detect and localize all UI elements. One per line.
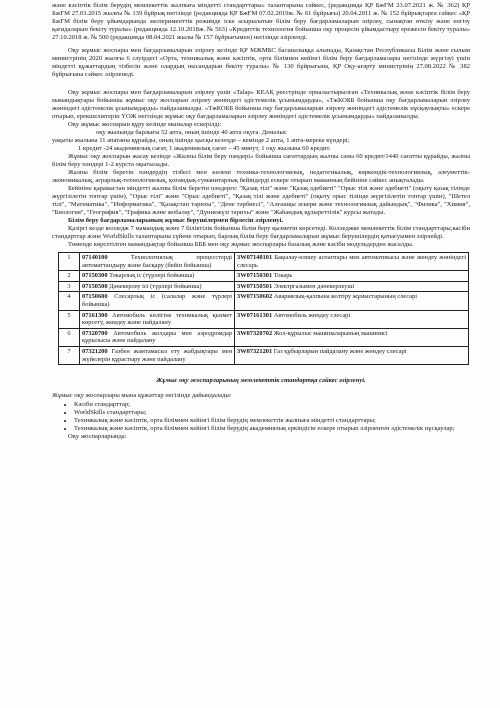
qualification-cell — [235, 346, 469, 364]
standards-heading: Жұмыс оқу жоспарларының мемлекеттік стандартқа сәйкес әзірленуі. — [156, 377, 366, 385]
specialty-name: Дәнекерлеу ісі (түрлері бойынша) — [109, 282, 202, 290]
qualification-cell — [235, 292, 469, 310]
paragraph-standards-basis: Оқу жұмыс жоспары мен бағдарламаларын әзірлеу кезінде ҚР МЖМБС басшылыққа алынады, Қазақстан Республикасы Білім және ғылым министрінің 2020 жылғы 6 сәуірдегі «Орта, техникалық және кәсіптік, орта білімнен кейінгі білім беру бағдарламалары негізінде жүргізуі үшін міндетті құжаттардың тізбесін және олардың нысандарын бекіту туралы» № 130 бұйрығына, ҚР Оқу-ағарту министрінің 27.08.2022 № 382 бұйрығына сәйкес әзірленеді. — [52, 47, 470, 78]
specialty-cell — [80, 328, 235, 346]
list-item: • WorldSkills стандарттары; — [74, 409, 470, 417]
specialty-code: 07161300 — [82, 311, 108, 319]
list-item: • Техникалық және кәсіптік, орта білімнен кейінгі білім берудің мемлекеттік жалпыға міндетті стандарттары; — [74, 417, 470, 425]
table-row — [59, 328, 469, 346]
specialty-cell — [80, 292, 235, 310]
qualification-cell — [235, 281, 469, 292]
qualification-code: 3W07150301 — [237, 272, 273, 280]
section-heading-employers: Білім беру бағдарламаларының жұмыс берушілермен бірлесіп әзірленуі. — [68, 217, 284, 224]
table-row — [59, 292, 469, 310]
qualifications-table — [58, 252, 469, 365]
row-number: 6 — [59, 328, 80, 346]
row-number: 5 — [59, 310, 80, 328]
row-number: 2 — [59, 271, 80, 282]
qualification-name: Токарь — [273, 272, 293, 280]
specialty-name: Газбен жамтамасыз ету жабдықтары мен жүйелерін құрастыру және пайдалану — [82, 347, 233, 363]
list-item: • Техникалық және кәсіптік, орта білімнен кейінгі білім берудің академиялық еркіндігін ескере отырып әзірленген әдістемелік нұсқаулар; — [74, 425, 470, 433]
intro-continuation: және кәсіптік білім берудің мемлекеттік жалпыға міндетті стандарттары» талаптарына сәйкес, (редакцияда ҚР БжҒМ 23.07.2021 ж. № 362) ҚР БжҒМ 27.03.2015 жылғы № 139 бұйрық негізінде (редакцияда ҚР БжҒМ 07.02.2019ж. № 61 бұйрығы) 20.04.2011 ж. № 152 бұйрықтарға сәйкес «ҚР БжҒМ білім беру ұйымдарында эксперименттік режимде іске асырылатын білім беру бағдарламаларын әзірлеу, сынақтан өткізу және енгізу қағидаларын бекіту туралы» (редакцияда 12.10.2018ж. № 563) «Кредиттік технология бойынша оқу процесін ұйымдастыру ережесін бекіту туралы» 27.10.2018 ж. № 500 (редакцияда 08.04.2021 жылы № 157 бұйрығымен) негізінде әзірленді. — [52, 2, 470, 41]
paragraph-college: Қазіргі кезде колледж 7 мамандық және 7 біліктілік бойынша білім беру қызметін көрсетеді. Колледжке мемлекеттік білім стандарттары,касіби стандарттар және WorldSkills талаптарына сүйене отырып, барлық білім беру бағдарламаларын жұмыс берушілердің қатысуымен әзірлейді. — [52, 225, 470, 240]
table-row — [59, 253, 469, 271]
qualification-code: 3W07150501 — [237, 282, 273, 290]
qualification-name: Жол-құрылыс машиналарының машинисі — [273, 329, 388, 337]
specialty-cell — [80, 310, 235, 328]
specialty-cell — [80, 281, 235, 292]
standards-lead: Жұмыс оқу жоспарлары мына құжаттар негізінде дайындалады: — [52, 391, 232, 399]
qualification-name: Авариялық-қалпына келтіру жұмыстарының слесарі — [273, 293, 418, 301]
paragraph-profiles: Жалпы білім беретін пәндердің тізбесі мен көлемі техника-технологиялық, педагогикалық, көркемдік-технологиялық, әлеуметтік-экономикалық, аграрлық-технологиялық, қоғамдық-гуманитарлық бейіндерді ескере отырып маманның бейініне сәйкес анықталады. — [52, 169, 470, 184]
paragraph-credits: 1 кредит -24 академиялық сағат, 1 академиялық сағат – 45 минут, 1 оқу жылына 60 кредит. — [78, 145, 331, 152]
row-number: 4 — [59, 292, 80, 310]
qualification-cell — [235, 310, 469, 328]
qualification-code: 3W07140101 — [237, 254, 273, 261]
qualification-code: 3W07321201 — [237, 347, 273, 355]
specialty-code: 07321200 — [82, 347, 108, 355]
specialty-code: 07140100 — [82, 254, 108, 261]
qualification-code: 3W07320702 — [237, 329, 273, 337]
specialty-name: Технологиялық процесстерді автоматтандыру және басқару (бейін бойынша) — [82, 254, 232, 269]
specialty-cell — [80, 271, 235, 282]
qualification-cell — [235, 328, 469, 346]
row-number: 3 — [59, 281, 80, 292]
paragraph-methodology: Оқу жұмыс жоспары мен бағдарламаларын әзірлеу үшін «Talap» КЕАҚ реестрінде орналастырылған «Техникалық және кәсіптік білім беру мамандықтары бойынша жұмыс оқу жоспарын әзірлеу жөніндегі әдістемелік ұсынымдарды», «ТжКОББ бойынша оқу бағдарламаларын әзірлеу жөніндегі әдістемелік ұсынымдарды» пайдаланылды. «ТжКОББ бойынша оқу бағдарламаларын әзірлеу жөніндегі әдістемелік нұсқаулықты» ескере отырып, ерекшеліктерін ҮОЖ негізінде жұмыс оқу бағдарламаларын әзірлеу жөніндегі әдістемелік ұсынымдарды» пайдаланылды. — [52, 89, 470, 120]
specialty-code: 07150500 — [82, 282, 108, 290]
specialty-cell — [80, 253, 235, 271]
standards-tail: Оқу жоспарларында: — [68, 432, 127, 440]
paragraph-considered: Оқу жұмыс жоспарын құру кезінде мыналар ескерілді: — [68, 121, 222, 128]
table-row — [59, 281, 469, 292]
paragraph-table-intro: Төменде көрсетілген мамандықтар бойынша БББ мен оқу жұмыс жоспарлары базалық және кәсіби модульдерден жасалды. — [68, 241, 414, 248]
table-row — [59, 310, 469, 328]
specialty-name: Токарлық іс (түрлері бойынша) — [109, 272, 195, 280]
specialty-name: Автомобиль көлігіне техникалық қызмет көрсету, жөндеу және пайдалану — [82, 311, 232, 327]
qualification-cell — [235, 253, 469, 271]
paragraph-general-subjects: Жұмыс оқу жоспарын жасау кезінде «Жалпы білім беру пәндері» бойынша сағаттардың жалпы саны 60 кредит/1440 сағатты құрайды, жалпы білім беру пәндері 1-2 курста оқытылады. — [52, 153, 470, 168]
specialty-code: 07320700 — [82, 329, 108, 337]
paragraph-mandatory-subjects: Бейініне қарамастан міндетті жалпы білім беретін пәндерге: "Қазақ тілі" және "Қазақ әдебиеті" "Орыс тілі және әдебиеті" (оқыту қазақ тілінде жүргізілетін топтар үшін), "Орыс тілі" және "Орыс әдебиеті", "Қазақ тілі және әдебиеті" (оқыту орыс тілінде жүргізілетін топтар үшін), "Шетел тілі", "Математика", "Информатика", "Қазақстан тарихы", "Дене тәрбиесі", "Алғашқы әскери және технологиялық дайындық", "Физика", "Химия", "Биология", "География", "Графика және жобалау", "Дүниежүзі тарихы" және "Жаһандық құзыреттілік" курсы жатады. — [52, 185, 470, 216]
qualification-code: 3W07150602 — [237, 293, 273, 301]
row-number: 1 — [59, 253, 80, 271]
specialty-code: 07150600 — [82, 293, 108, 301]
table-row — [59, 271, 469, 282]
standards-list — [52, 401, 470, 433]
paragraph-holidays: уақыты жылына 11 апатаны құрайды, оның ішінде қысқы кезеңде – кемінде 2 апта, 1 апта-мереке күндері; — [52, 137, 350, 144]
specialty-name: Слесарлық іс (салалар және түрлері бойынша) — [82, 293, 232, 308]
qualification-code: 3W07161301 — [237, 311, 273, 319]
qualification-name: Бақылау-өлшеу аспаптары мен автоматикасы және жөндеу жөніндегі слесарь — [237, 254, 466, 269]
row-number: 7 — [59, 346, 80, 364]
qualification-name: Автомобиль жөндеу слесарі — [273, 311, 351, 319]
qualification-name: Электргазымен дәнекерлеуші — [273, 282, 355, 290]
list-item: • Кәсіби стандарттар; — [74, 401, 470, 409]
specialty-cell — [80, 346, 235, 364]
specialty-name: Автомобиль жолдары мен аэродромдар құрылысы және пайдалану — [82, 329, 232, 345]
table-row — [59, 346, 469, 364]
specialty-code: 07150300 — [82, 272, 108, 280]
qualification-cell — [235, 271, 469, 282]
qualification-name: Газ құбырларын пайдалану және жөндеу слесарі — [273, 347, 407, 355]
paragraph-weeks: оқу жылында барлығы 52 апта, оның ішінде 40 апта оқуға. Демалыс — [96, 129, 287, 136]
